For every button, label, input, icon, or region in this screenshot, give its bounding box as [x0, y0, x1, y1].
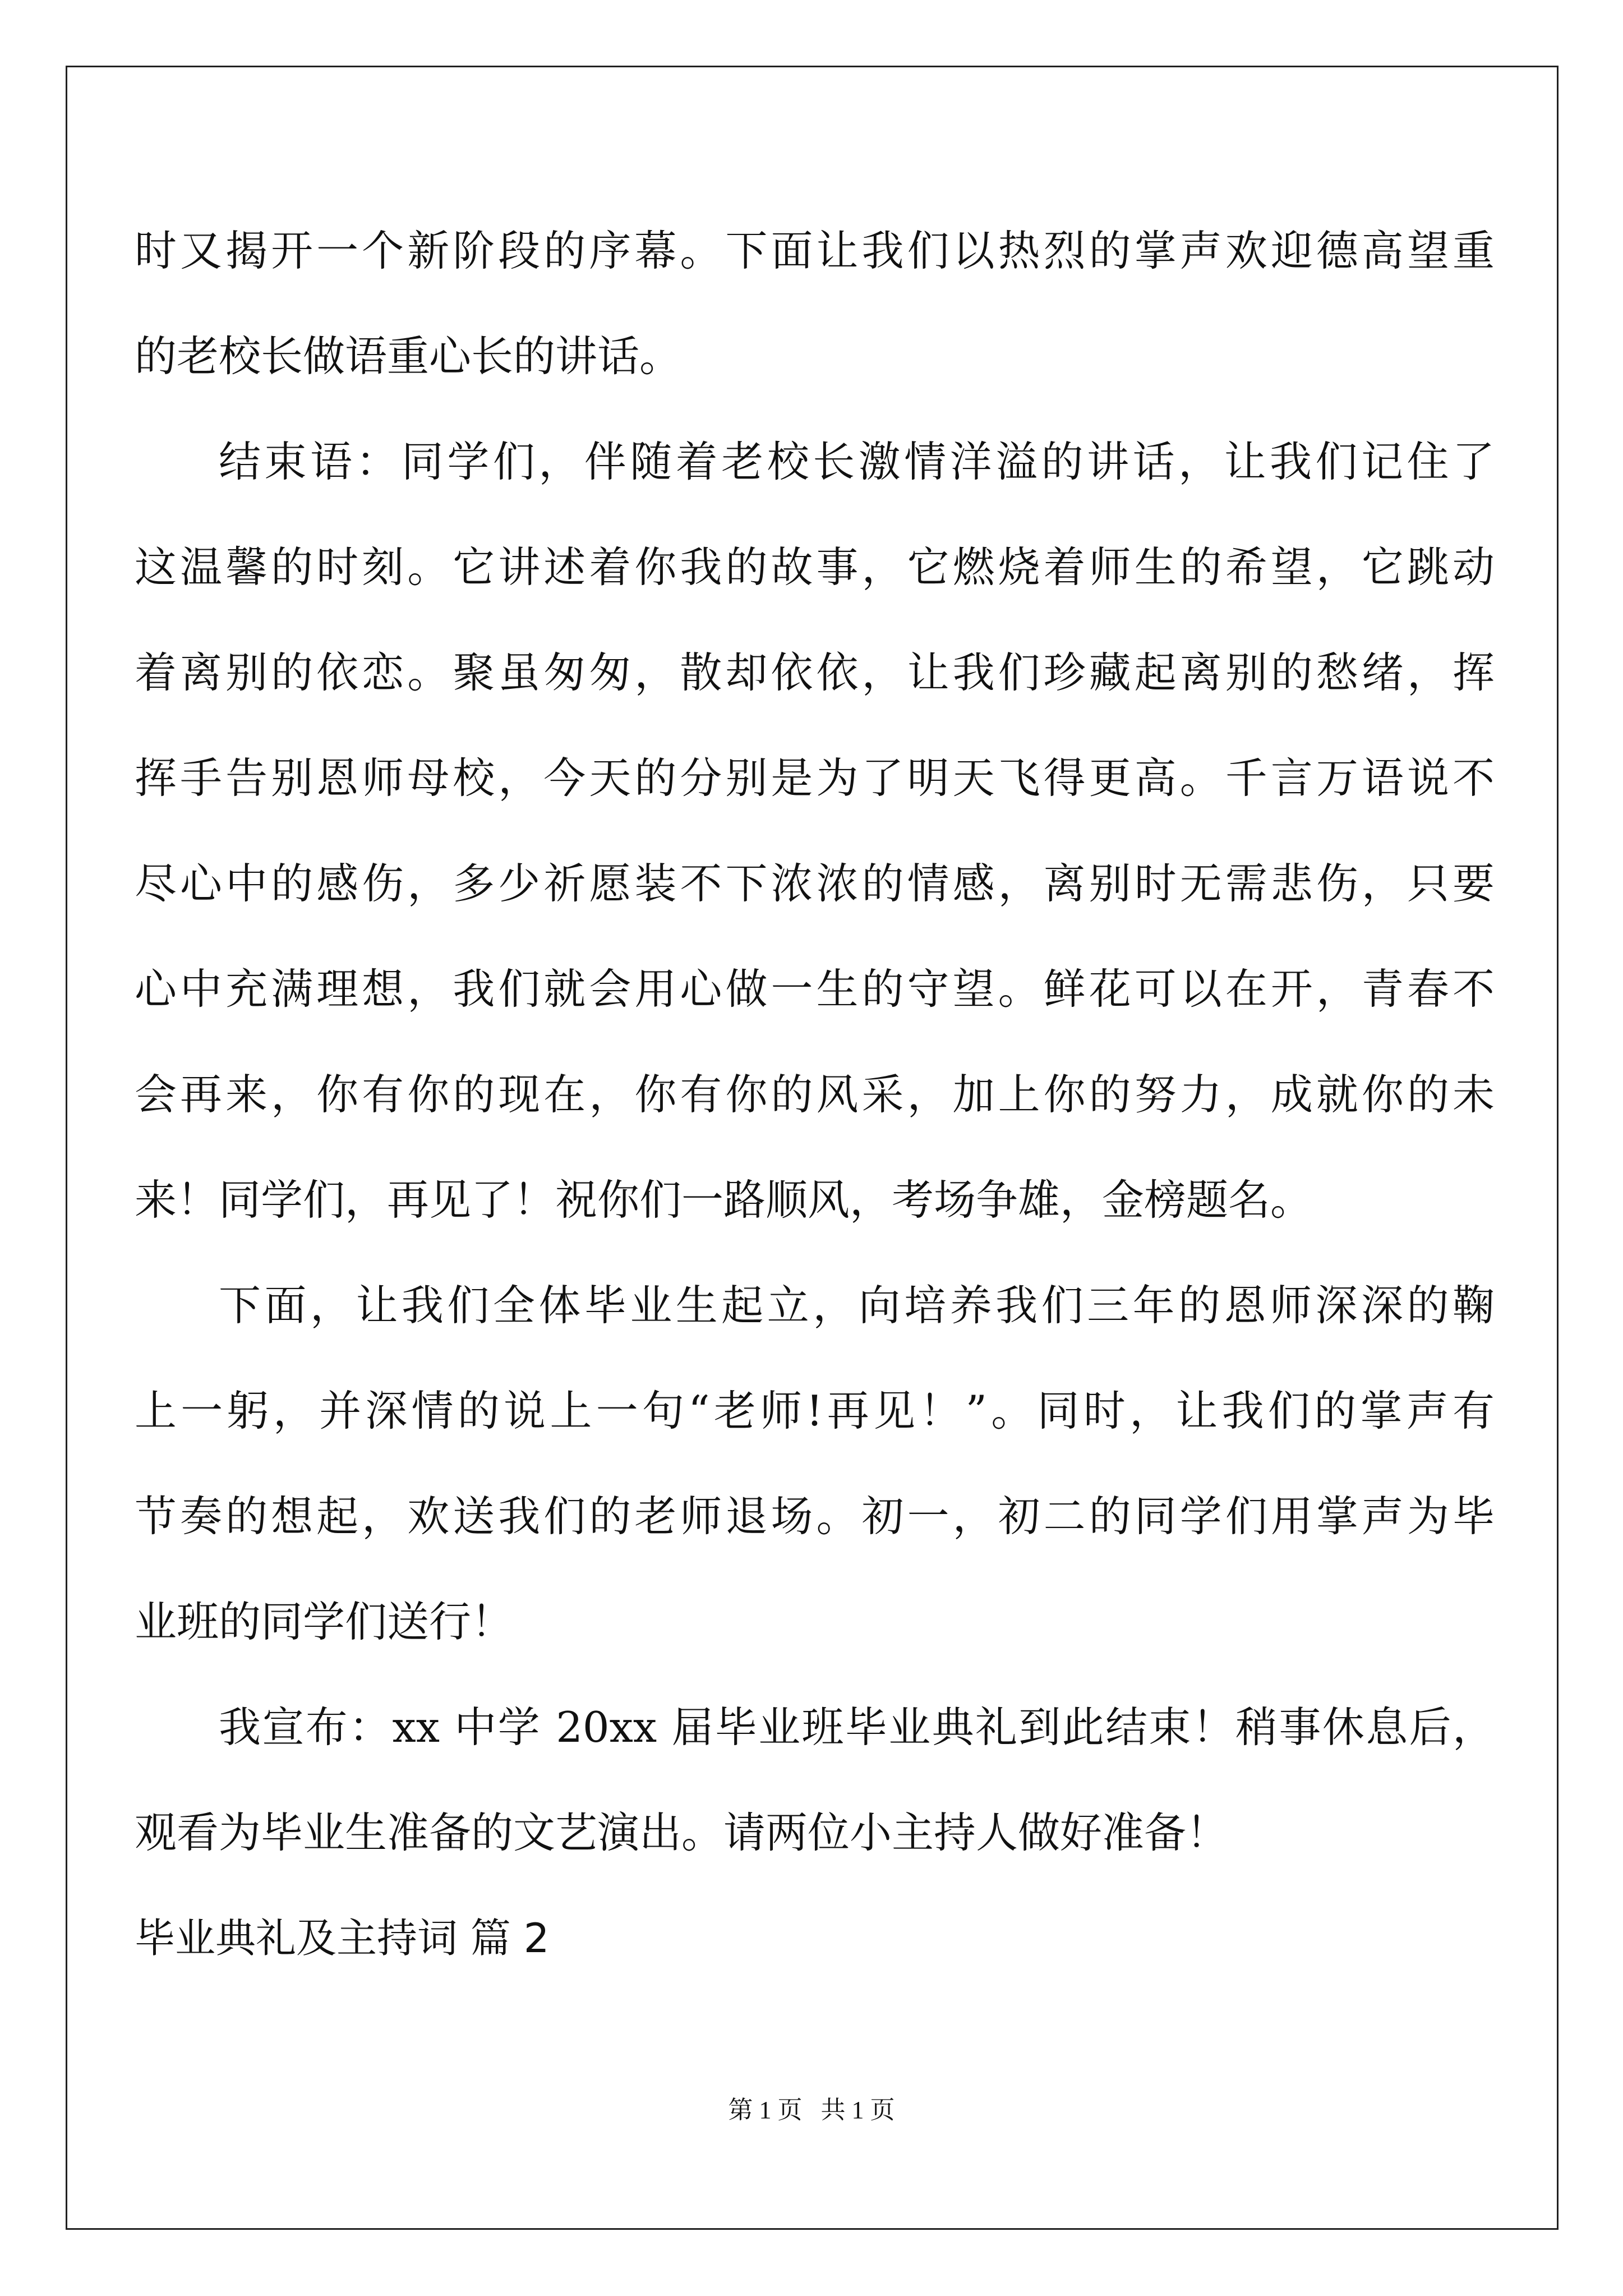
- paragraph-line: 我宣布：xx 中学 20xx 届毕业班毕业典礼到此结束！稍事休息后，: [219, 1703, 1495, 1752]
- paragraph-line: 尽心中的感伤，多少祈愿装不下浓浓的情感，离别时无需悲伤，只要: [135, 859, 1495, 908]
- paragraph-line: 着离别的依恋。聚虽匆匆，散却依依，让我们珍藏起离别的愁绪，挥: [135, 648, 1495, 697]
- paragraph-line: 时又揭开一个新阶段的序幕。下面让我们以热烈的掌声欢迎德高望重: [135, 226, 1495, 275]
- paragraph-line: 的老校长做语重心长的讲话。: [135, 332, 682, 381]
- paragraph-line: 观看为毕业生准备的文艺演出。请两位小主持人做好准备！: [135, 1808, 1229, 1857]
- paragraph-line: 下面，让我们全体毕业生起立，向培养我们三年的恩师深深的鞠: [219, 1281, 1495, 1330]
- paragraph-line: 节奏的想起，欢送我们的老师退场。初一，初二的同学们用掌声为毕: [135, 1492, 1495, 1541]
- paragraph-line: 这温馨的时刻。它讲述着你我的故事，它燃烧着师生的希望，它跳动: [135, 542, 1495, 592]
- paragraph-line: 心中充满理想，我们就会用心做一生的守望。鲜花可以在开，青春不: [135, 964, 1495, 1014]
- paragraph-line: 挥手告别恩师母校，今天的分别是为了明天飞得更高。千言万语说不: [135, 753, 1495, 803]
- paragraph-line: 上一躬，并深情的说上一句“老师!再见！”。同时，让我们的掌声有: [135, 1386, 1495, 1435]
- page-footer: 第 1 页 共 1 页: [728, 2096, 895, 2124]
- paragraph-line: 业班的同学们送行！: [135, 1597, 514, 1646]
- paragraph-line: 结束语：同学们，伴随着老校长激情洋溢的讲话，让我们记住了: [219, 437, 1495, 486]
- paragraph-line: 会再来，你有你的现在，你有你的风采，加上你的努力，成就你的未: [135, 1070, 1495, 1119]
- page-border: [66, 66, 1559, 2230]
- paragraph-line: 来！同学们，再见了！祝你们一路顺风，考场争雄，金榜题名。: [135, 1175, 1313, 1225]
- section-heading: 毕业典礼及主持词 篇 2: [135, 1915, 550, 1962]
